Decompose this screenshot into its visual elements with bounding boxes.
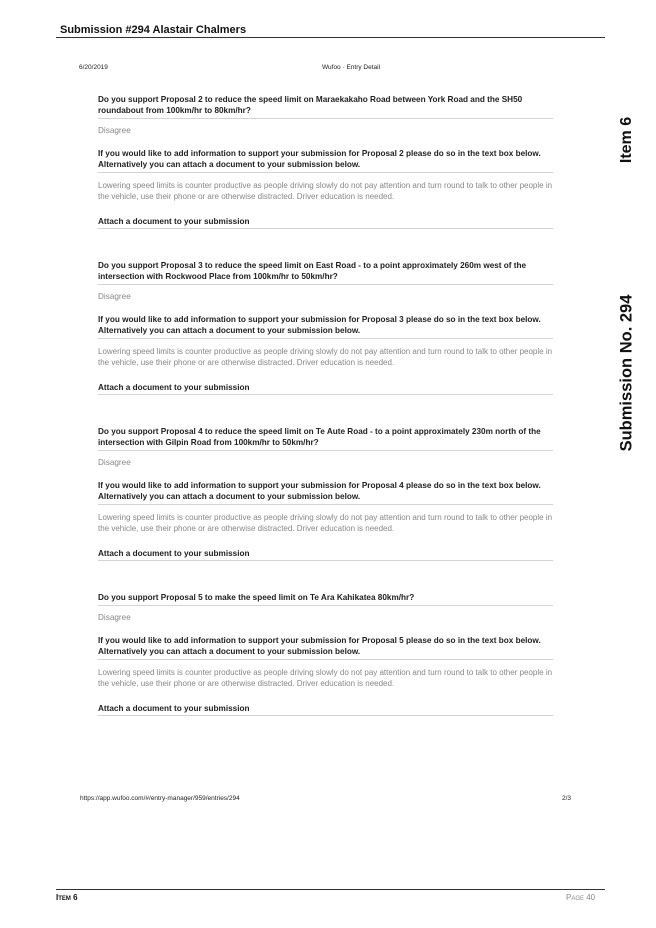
proposal-question: Do you support Proposal 4 to reduce the speed limit on Te Aute Road - to a point approximately 230m north of the intersection with Gilpin Road from 100km/hr to 50km/hr? (98, 426, 553, 451)
info-answer: Lowering speed limits is counter productive as people driving slowly do not pay attention and turn round to talk to other people in the vehicle, use their phone or are otherwise distracted. Driver education is needed. (98, 668, 553, 688)
side-label-submission (614, 285, 640, 460)
attach-document-label: Attach a document to your submission (98, 217, 553, 229)
proposal-section-5 (98, 592, 553, 716)
info-question: If you would like to add information to support your submission for Proposal 5 please do so in the text box below. Alternatively you can attach a document to your submission below. (98, 635, 553, 660)
print-date: 6/20/2019 (79, 64, 108, 71)
proposal-answer: Disagree (98, 126, 131, 135)
print-page-number: 2/3 (562, 795, 572, 802)
print-page-title: Wufoo · Entry Detail (322, 64, 381, 71)
proposal-answer: Disagree (98, 292, 131, 301)
proposal-question: Do you support Proposal 3 to reduce the speed limit on East Road - to a point approximately 260m west of the intersection with Rockwood Place from 100km/hr to 50km/hr? (98, 260, 553, 285)
header-divider (56, 37, 605, 38)
proposal-section-2 (98, 94, 553, 229)
submission-title: Submission #294 Alastair Chalmers (60, 24, 247, 36)
attach-document-label: Attach a document to your submission (98, 383, 553, 395)
info-answer: Lowering speed limits is counter productive as people driving slowly do not pay attention and turn round to talk to other people in the vehicle, use their phone or are otherwise distracted. Driver education is needed. (98, 347, 553, 367)
side-label-submission-text: Submission No. 294 (617, 294, 636, 451)
proposal-answer: Disagree (98, 458, 131, 467)
proposal-section-3 (98, 260, 553, 395)
proposal-question: Do you support Proposal 2 to reduce the speed limit on Maraekakaho Road between York Road and the SH50 roundabout from 100km/hr to 80km/hr? (98, 94, 553, 119)
info-question: If you would like to add information to support your submission for Proposal 2 please do so in the text box below. Alternatively you can attach a document to your submission below. (98, 148, 553, 173)
info-question: If you would like to add information to support your submission for Proposal 4 please do so in the text box below. Alternatively you can attach a document to your submission below. (98, 480, 553, 505)
side-label-item (614, 110, 640, 170)
footer-item-label: Item 6 (56, 893, 78, 902)
info-question: If you would like to add information to support your submission for Proposal 3 please do so in the text box below. Alternatively you can attach a document to your submission below. (98, 314, 553, 339)
attach-document-label: Attach a document to your submission (98, 549, 553, 561)
footer-divider (56, 889, 605, 890)
side-label-item-text: Item 6 (618, 116, 635, 164)
info-answer: Lowering speed limits is counter productive as people driving slowly do not pay attention and turn round to talk to other people in the vehicle, use their phone or are otherwise distracted. Driver education is needed. (98, 513, 553, 533)
proposal-question: Do you support Proposal 5 to make the speed limit on Te Ara Kahikatea 80km/hr? (98, 592, 553, 606)
footer-page-label: Page 40 (566, 893, 596, 902)
proposal-section-4 (98, 426, 553, 561)
proposal-answer: Disagree (98, 613, 131, 622)
attach-document-label: Attach a document to your submission (98, 704, 553, 716)
print-url: https://app.wufoo.com/#/entry-manager/959/entries/294 (80, 795, 240, 802)
info-answer: Lowering speed limits is counter productive as people driving slowly do not pay attention and turn round to talk to other people in the vehicle, use their phone or are otherwise distracted. Driver education is needed. (98, 181, 553, 201)
